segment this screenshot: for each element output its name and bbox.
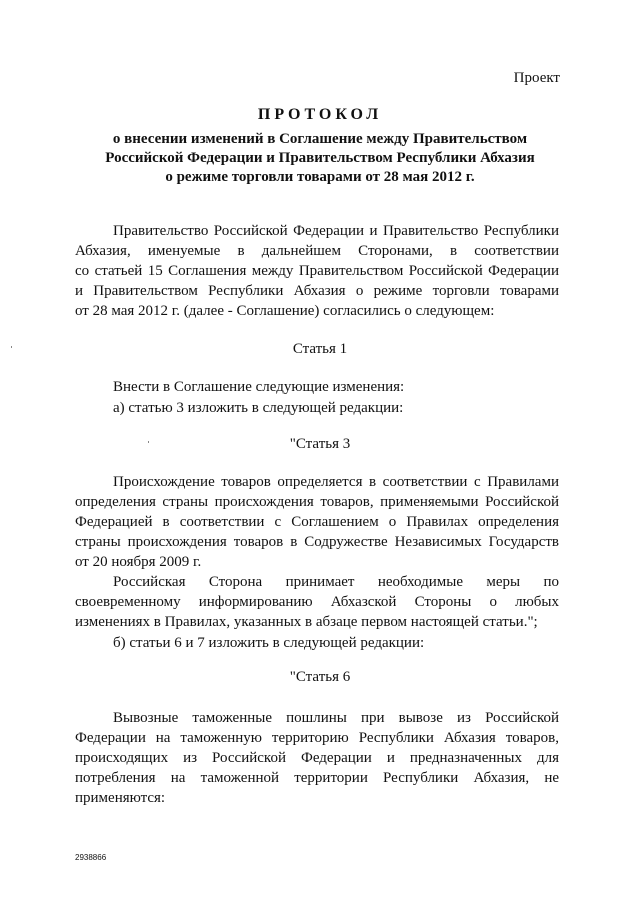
preamble-line: Правительство Российской Федерации и Правительство Республики <box>113 223 559 239</box>
preamble-line: от 28 мая 2012 г. (далее - Соглашение) согласились о следующем: <box>75 303 495 319</box>
article-3-line: страны происхождения товаров в Содружестве Независимых Государств <box>75 534 559 550</box>
article-3-paragraph-1 <box>75 472 559 572</box>
article-1-item-b: б) статьи 6 и 7 изложить в следующей редакции: <box>113 635 425 651</box>
article-6-paragraph-1 <box>75 708 559 808</box>
article-3-line: от 20 ноября 2009 г. <box>75 554 202 570</box>
document-subtitle <box>80 130 560 187</box>
article-6-line: Федерации на таможенную территорию Республики Абхазия товаров, <box>75 730 559 746</box>
article-1-intro: Внести в Соглашение следующие изменения: <box>113 379 405 395</box>
scan-speck <box>148 441 149 443</box>
draft-label: Проект <box>513 70 560 86</box>
article-3-line: Федерацией в соответствии с Соглашением о Правилах определения <box>75 514 559 530</box>
article-3-line: своевременному информированию Абхазской Стороны о любых <box>75 594 559 610</box>
subtitle-line: о внесении изменений в Соглашение между Правительством <box>112 131 528 147</box>
preamble-line: Абхазия, именуемые в дальнейшем Сторонами, в соответствии <box>75 243 559 259</box>
article-3-heading: "Статья 3 <box>289 436 351 452</box>
preamble-line: со статьей 15 Соглашения между Правительством Российской Федерации <box>75 263 559 279</box>
subtitle-line: Российской Федерации и Правительством Республики Абхазия <box>105 150 535 166</box>
article-6-line: потребления на таможенной территории Республики Абхазия, не <box>75 770 559 786</box>
article-6-line: применяются: <box>75 790 166 806</box>
article-1-heading: Статья 1 <box>292 341 348 357</box>
document-title: ПРОТОКОЛ <box>257 106 383 123</box>
article-3-paragraph-2 <box>75 572 559 632</box>
article-6-line: происходящих из Российской Федерации и предназначенных для <box>75 750 559 766</box>
article-6-line: Вывозные таможенные пошлины при вывозе из Российской <box>113 710 559 726</box>
preamble-paragraph <box>75 221 559 321</box>
article-1-item-a: а) статью 3 изложить в следующей редакции: <box>113 400 404 416</box>
article-3-line: Происхождение товаров определяется в соответствии с Правилами <box>113 474 559 490</box>
preamble-line: и Правительством Республики Абхазия о режиме торговли товарами <box>75 283 559 299</box>
subtitle-line: о режиме торговли товарами от 28 мая 2012 г. <box>165 169 475 185</box>
document-number: 2938866 <box>75 853 107 862</box>
article-3-line: Российская Сторона принимает необходимые меры по <box>113 574 559 590</box>
article-6-heading: "Статья 6 <box>289 669 351 685</box>
article-3-line: определения страны происхождения товаров, применяемыми Российской <box>75 494 559 510</box>
article-3-line: изменениях в Правилах, указанных в абзаце первом настоящей статьи."; <box>75 614 538 630</box>
scan-speck <box>11 346 12 348</box>
